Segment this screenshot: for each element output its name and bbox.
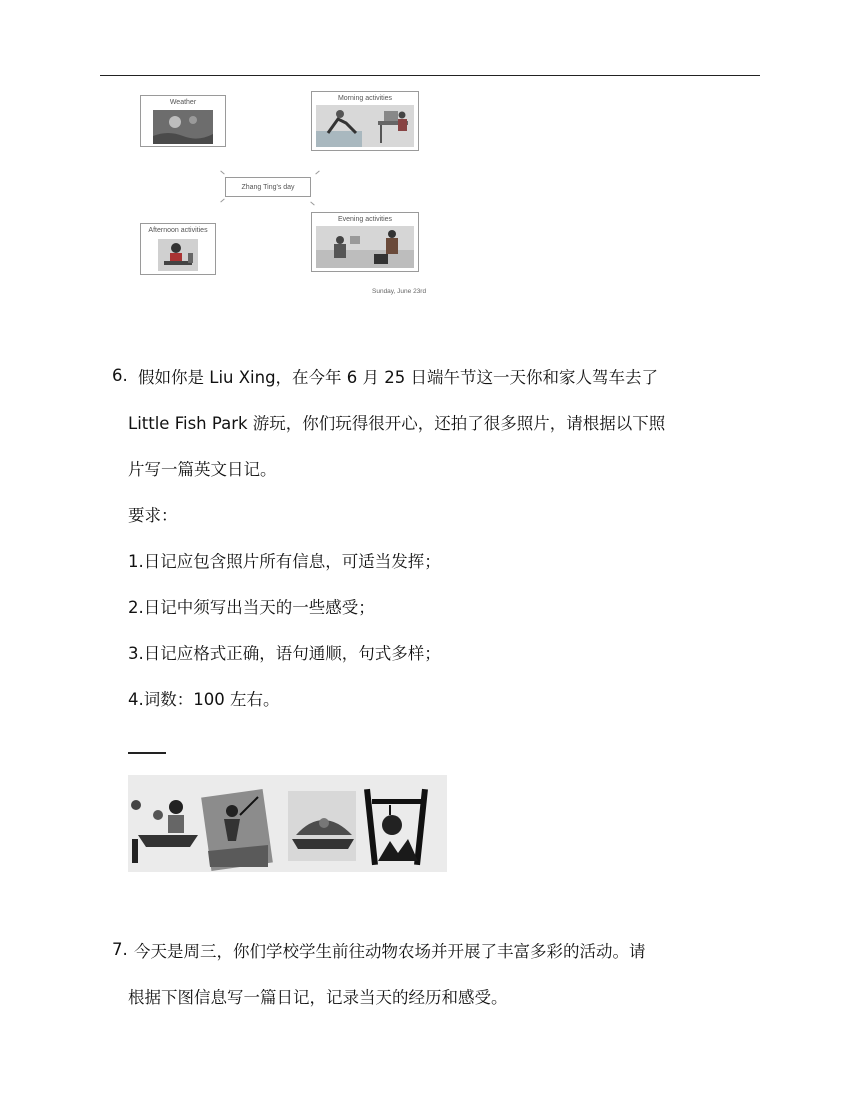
mind-map-figure [130,85,450,300]
afternoon-picture [158,239,198,271]
requirement-1: 1.日记应包含照片所有信息，可适当发挥； [128,552,441,571]
connector-tl [220,171,224,175]
evening-label: Evening activities [337,216,393,223]
question-6-line-1: 假如你是 Liu Xing，在今年 6 月 25 日端午节这一天你和家人驾车去了 [138,368,659,387]
evening-box [311,212,419,272]
center-label: Zhang Ting's day [241,183,295,191]
question-7-number: 7. [112,940,128,959]
requirements-title: 要求： [128,506,178,525]
weather-box [140,95,226,147]
afternoon-box [140,223,216,275]
weather-label: Weather [169,99,197,106]
requirement-4: 4.词数：100 左右。 [128,690,280,709]
connector-tr [315,171,319,175]
question-6-line-3: 片写一篇英文日记。 [128,460,277,479]
photo-strip-pictures [128,775,447,872]
morning-box [311,91,419,151]
requirement-3: 3.日记应格式正确，语句通顺，句式多样； [128,644,441,663]
weather-picture [153,110,213,144]
answer-blank-line [128,752,166,754]
morning-label: Morning activities [337,95,393,102]
question-6-line-2: Little Fish Park 游玩，你们玩得很开心，还拍了很多照片，请根据以下照 [128,414,666,433]
date-label: Sunday, June 23rd [372,288,427,295]
question-7-line-1: 今天是周三，你们学校学生前往动物农场并开展了丰富多彩的活动。请 [134,942,646,961]
header-rule [100,75,760,76]
requirement-2: 2.日记中须写出当天的一些感受； [128,598,375,617]
morning-picture [316,105,414,147]
evening-picture [316,226,414,268]
photo-strip [128,775,447,872]
connector-bl [220,199,224,203]
question-7-line-2: 根据下图信息写一篇日记，记录当天的经历和感受。 [128,988,508,1007]
afternoon-label: Afternoon activities [148,227,208,234]
connector-br [310,202,314,206]
center-node [225,177,311,197]
question-6-number: 6. [112,366,128,385]
